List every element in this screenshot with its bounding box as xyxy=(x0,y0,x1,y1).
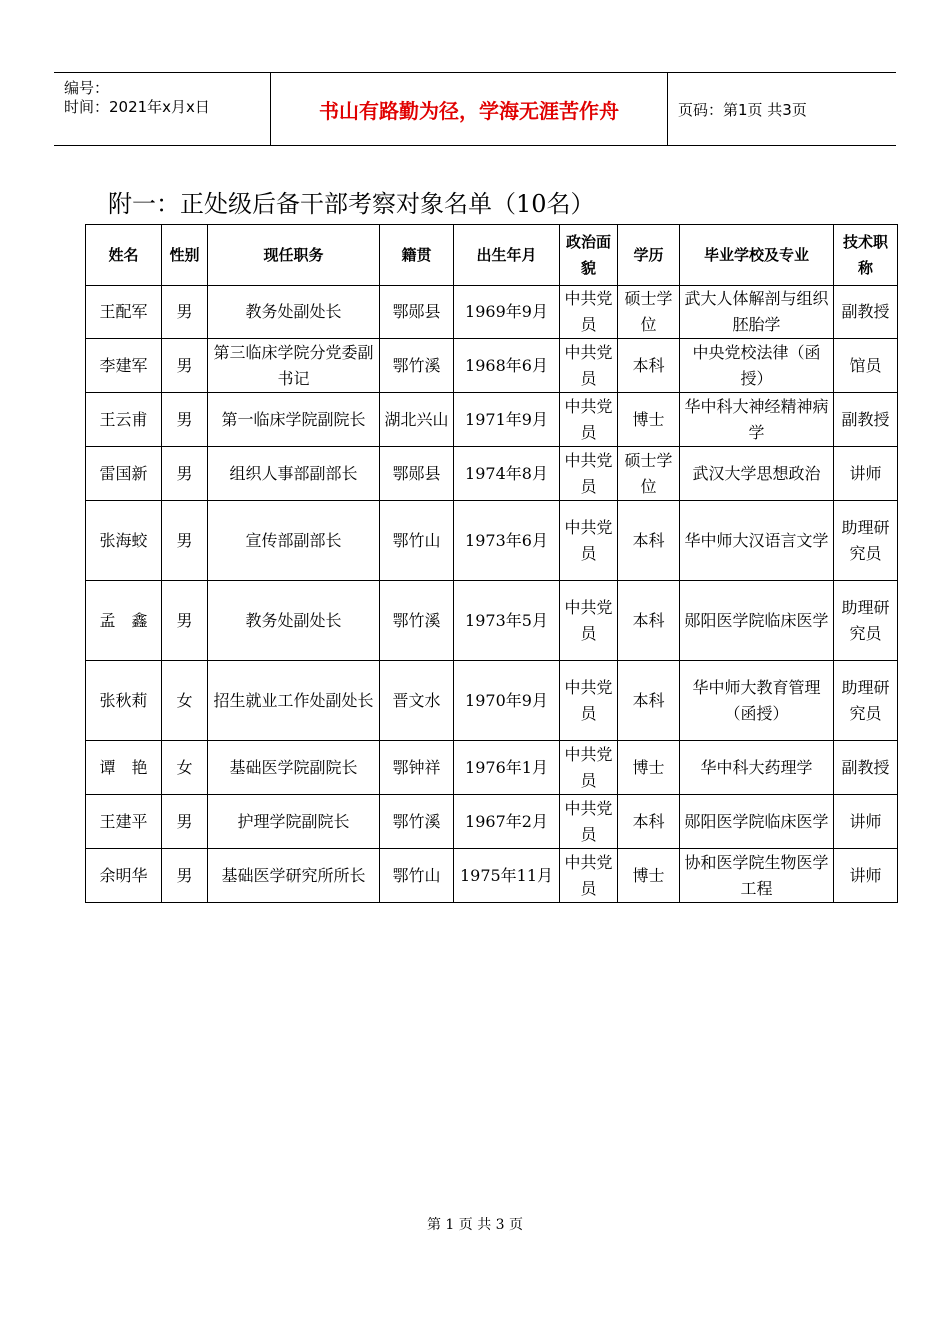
table-row xyxy=(86,447,898,501)
cell-gender: 男 xyxy=(162,286,208,339)
table-row xyxy=(86,286,898,339)
cell-political: 中共党员 xyxy=(560,661,618,741)
cell-birth: 1970年9月 xyxy=(454,661,560,741)
cell-political: 中共党员 xyxy=(560,447,618,501)
cell-education: 本科 xyxy=(618,661,680,741)
cell-origin: 鄂竹山 xyxy=(380,849,454,903)
cell-gender: 男 xyxy=(162,795,208,849)
cell-title: 讲师 xyxy=(834,795,898,849)
cell-position: 教务处副处长 xyxy=(208,286,380,339)
cell-position: 宣传部副部长 xyxy=(208,501,380,581)
cell-birth: 1974年8月 xyxy=(454,447,560,501)
cell-title: 助理研究员 xyxy=(834,661,898,741)
column-header-name: 姓名 xyxy=(86,225,162,286)
column-header-gender: 性别 xyxy=(162,225,208,286)
cell-gender: 男 xyxy=(162,447,208,501)
page-header xyxy=(54,72,896,146)
cell-school-major: 中央党校法律（函授） xyxy=(680,339,834,393)
column-header-school-major: 毕业学校及专业 xyxy=(680,225,834,286)
column-header-education: 学历 xyxy=(618,225,680,286)
cell-origin: 鄂郧县 xyxy=(380,447,454,501)
document-time-label: 时间：2021年x月x日 xyxy=(64,98,210,116)
cell-birth: 1967年2月 xyxy=(454,795,560,849)
cell-education: 本科 xyxy=(618,501,680,581)
cell-position: 招生就业工作处副处长 xyxy=(208,661,380,741)
header-meta xyxy=(54,73,270,145)
cell-name: 王云甫 xyxy=(86,393,162,447)
cell-gender: 女 xyxy=(162,741,208,795)
cell-political: 中共党员 xyxy=(560,795,618,849)
cell-education: 博士 xyxy=(618,741,680,795)
cell-origin: 湖北兴山 xyxy=(380,393,454,447)
cell-title: 讲师 xyxy=(834,447,898,501)
cell-title: 助理研究员 xyxy=(834,501,898,581)
cell-gender: 男 xyxy=(162,849,208,903)
cell-education: 本科 xyxy=(618,339,680,393)
cell-political: 中共党员 xyxy=(560,581,618,661)
cell-political: 中共党员 xyxy=(560,339,618,393)
cell-birth: 1973年6月 xyxy=(454,501,560,581)
cell-education: 本科 xyxy=(618,581,680,661)
cell-education: 本科 xyxy=(618,795,680,849)
cell-name: 王配军 xyxy=(86,286,162,339)
cell-origin: 鄂竹溪 xyxy=(380,339,454,393)
cell-political: 中共党员 xyxy=(560,501,618,581)
table-body xyxy=(86,286,898,903)
cell-position: 第三临床学院分党委副书记 xyxy=(208,339,380,393)
cell-title: 副教授 xyxy=(834,393,898,447)
cell-political: 中共党员 xyxy=(560,393,618,447)
cell-position: 教务处副处长 xyxy=(208,581,380,661)
cell-name: 张海蛟 xyxy=(86,501,162,581)
cell-origin: 鄂郧县 xyxy=(380,286,454,339)
table-row xyxy=(86,661,898,741)
header-motto: 书山有路勤为径，学海无涯苦作舟 xyxy=(270,73,668,145)
cell-gender: 男 xyxy=(162,339,208,393)
candidate-table xyxy=(85,224,898,903)
cell-birth: 1976年1月 xyxy=(454,741,560,795)
cell-political: 中共党员 xyxy=(560,741,618,795)
table-row xyxy=(86,795,898,849)
document-title: 附一：正处级后备干部考察对象名单（10名） xyxy=(108,190,595,218)
cell-school-major: 协和医学院生物医学工程 xyxy=(680,849,834,903)
table-row xyxy=(86,339,898,393)
column-header-title: 技术职称 xyxy=(834,225,898,286)
cell-school-major: 华中科大药理学 xyxy=(680,741,834,795)
table-header-row xyxy=(86,225,898,286)
cell-school-major: 郧阳医学院临床医学 xyxy=(680,795,834,849)
cell-position: 第一临床学院副院长 xyxy=(208,393,380,447)
cell-education: 博士 xyxy=(618,849,680,903)
cell-name: 孟 鑫 xyxy=(86,581,162,661)
cell-gender: 男 xyxy=(162,501,208,581)
cell-birth: 1973年5月 xyxy=(454,581,560,661)
column-header-political: 政治面貌 xyxy=(560,225,618,286)
cell-school-major: 华中师大教育管理（函授） xyxy=(680,661,834,741)
cell-origin: 晋文水 xyxy=(380,661,454,741)
column-header-position: 现任职务 xyxy=(208,225,380,286)
cell-gender: 女 xyxy=(162,661,208,741)
cell-birth: 1968年6月 xyxy=(454,339,560,393)
cell-birth: 1975年11月 xyxy=(454,849,560,903)
cell-name: 雷国新 xyxy=(86,447,162,501)
cell-origin: 鄂竹山 xyxy=(380,501,454,581)
cell-education: 硕士学位 xyxy=(618,286,680,339)
cell-political: 中共党员 xyxy=(560,849,618,903)
table-row xyxy=(86,501,898,581)
cell-education: 硕士学位 xyxy=(618,447,680,501)
cell-title: 副教授 xyxy=(834,286,898,339)
cell-title: 讲师 xyxy=(834,849,898,903)
cell-gender: 男 xyxy=(162,581,208,661)
cell-gender: 男 xyxy=(162,393,208,447)
table-row xyxy=(86,741,898,795)
cell-name: 李建军 xyxy=(86,339,162,393)
cell-school-major: 武大人体解剖与组织胚胎学 xyxy=(680,286,834,339)
cell-position: 组织人事部副部长 xyxy=(208,447,380,501)
table-row xyxy=(86,581,898,661)
header-page-label: 页码：第1页 共3页 xyxy=(678,100,807,119)
cell-position: 护理学院副院长 xyxy=(208,795,380,849)
column-header-birth: 出生年月 xyxy=(454,225,560,286)
cell-name: 张秋莉 xyxy=(86,661,162,741)
cell-position: 基础医学研究所所长 xyxy=(208,849,380,903)
table-row xyxy=(86,849,898,903)
cell-origin: 鄂竹溪 xyxy=(380,581,454,661)
cell-title: 助理研究员 xyxy=(834,581,898,661)
cell-school-major: 华中师大汉语言文学 xyxy=(680,501,834,581)
page-footer: 第 1 页 共 3 页 xyxy=(426,1217,524,1233)
cell-birth: 1971年9月 xyxy=(454,393,560,447)
cell-origin: 鄂钟祥 xyxy=(380,741,454,795)
cell-position: 基础医学院副院长 xyxy=(208,741,380,795)
document-number-label: 编号： xyxy=(64,79,110,97)
cell-name: 余明华 xyxy=(86,849,162,903)
cell-name: 谭 艳 xyxy=(86,741,162,795)
cell-title: 馆员 xyxy=(834,339,898,393)
cell-name: 王建平 xyxy=(86,795,162,849)
column-header-origin: 籍贯 xyxy=(380,225,454,286)
cell-origin: 鄂竹溪 xyxy=(380,795,454,849)
cell-education: 博士 xyxy=(618,393,680,447)
cell-school-major: 郧阳医学院临床医学 xyxy=(680,581,834,661)
cell-political: 中共党员 xyxy=(560,286,618,339)
cell-birth: 1969年9月 xyxy=(454,286,560,339)
table-row xyxy=(86,393,898,447)
cell-school-major: 武汉大学思想政治 xyxy=(680,447,834,501)
cell-school-major: 华中科大神经精神病学 xyxy=(680,393,834,447)
cell-title: 副教授 xyxy=(834,741,898,795)
